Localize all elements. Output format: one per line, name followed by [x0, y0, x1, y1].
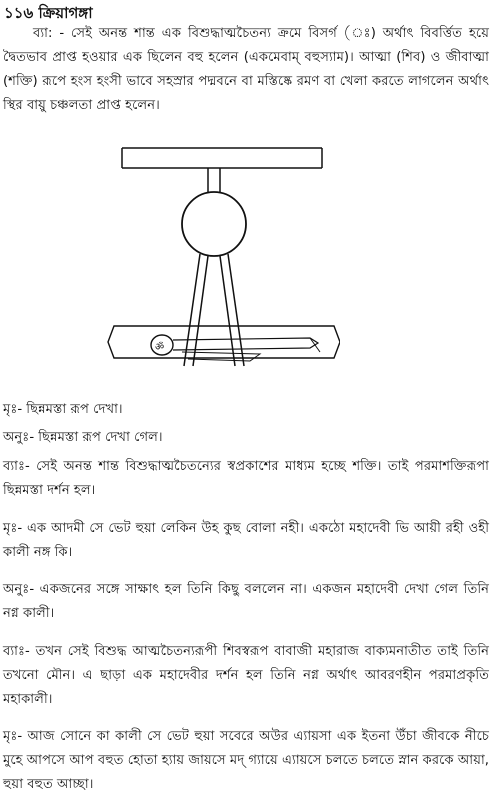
paragraph-1: ব্যা: - সেই অনন্ত শান্ত এক বিশুদ্ধাত্মচৈতন্য ক্রমে বিসর্গ (ঃ) অর্থাৎ বিবর্ত্তিত হয়ে দ্বৈতভাব প্রাপ্ত হওয়ার এক ছিলেন বহু হলেন (একমেবাম্ বহুস্যাম)। আত্মা (শিব) ও জীবাত্মা (শক্তি) রূপে হংস হংসী ভাবে সহস্রার পদ্মবনে বা মস্তিষ্কে রমণ বা খেলা করতে লাগলেন অর্থাৎ স্থির বায়ু চঞ্চলতা প্রাপ্ত হলেন। [3, 26, 489, 113]
paragraph-8: মৃঃ- আজ সোনে কা কালী সে ভেট হুয়া সবেরে অউর এ্যায়সা এক ইতনা উঁচা জীবকে নীচে মুহে আপসে আপ বহুত হোতা হ্যায় জায়সে মদ্ গ্যায়ে এ্যায়সে চলতে চলতে স্নান করকে আয়া, হুয়া বহুত আচ্ছা। [3, 729, 489, 792]
paragraph-3: অনুঃ- ছিন্নমস্তা রূপ দেখা গেল। [3, 430, 163, 445]
paragraph-2: মৃঃ- ছিন্নমস্তা রূপ দেখা। [3, 402, 123, 417]
paragraph-7: ব্যাঃ- তখন সেই বিশুদ্ধ আত্মচৈতন্যরূপী শিবস্বরূপ বাবাজী মহারাজ বাক্যমনাতীত তাই তিনি তখনো মৌন। এ ছাড়া এক মহাদেবীর দর্শন হল তিনি নগ্ন অর্থাৎ আবরণহীন পরমাপ্রকৃতি মহাকালী। [3, 644, 489, 707]
svg-text:ॐ: ॐ [155, 342, 165, 353]
paragraph-4: ব্যাঃ- সেই অনন্ত শান্ত বিশুদ্ধাত্মচৈতন্যের স্বপ্রকাশের মাধ্যম হচ্ছে শক্তি। তাই পরমাশক্তিরূপা ছিন্নমস্তা দর্শন হল। [3, 459, 489, 498]
kriya-diagram [100, 140, 340, 400]
page-header: ১১৬ ক্রিয়াগঙ্গা [4, 4, 93, 22]
paragraph-6: অনুঃ- একজনের সঙ্গে সাক্ষাৎ হল তিনি কিছু বললেন না। একজন মহাদেবী দেখা গেল তিনি নগ্ন কালী। [3, 582, 489, 621]
paragraph-5: মৃঃ- এক আদমী সে ভেট হুয়া লেকিন উহ কুছ বোলা নহী। একঠো মহাদেবী ভি আয়ী রহী ওহী কালী নঙ্গ কি। [3, 521, 489, 560]
